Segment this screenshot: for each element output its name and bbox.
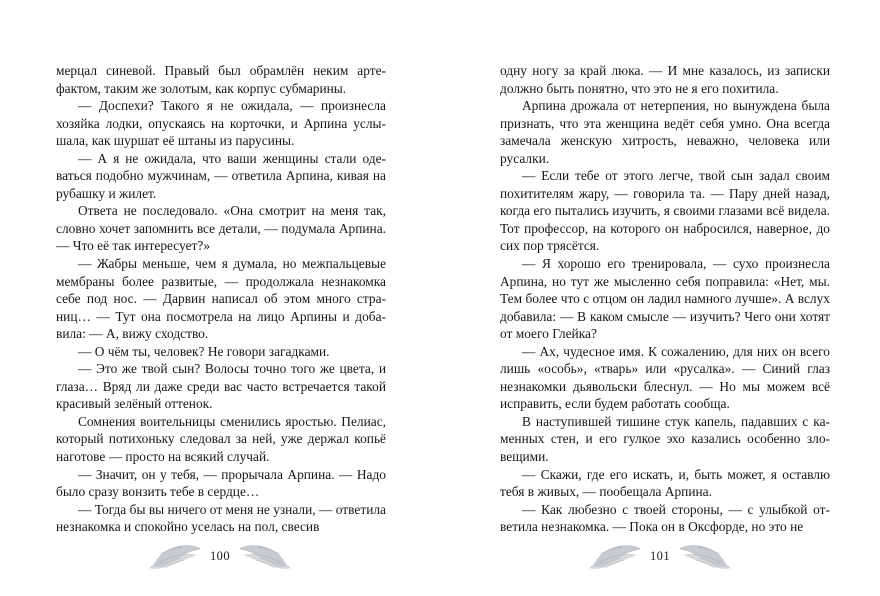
left-page-folio (0, 540, 440, 574)
page-number: 100 (210, 549, 230, 564)
fish-fin-ornament (676, 542, 732, 572)
paragraph: — Жабры меньше, чем я думала, но межпальцевые мембраны более развитые, — продолжала незнакомка себе под нос. — Дарвин написал об этом много страниц… — Тут она посмотрела на лицо Арпины и добавила: — А, вижу сходство. (56, 256, 386, 342)
paragraph: Сомнения воительницы сменились яростью. Пелиас, который потихоньку следовал за ней, уже держал копьё наготове — просто на всякий случай. (56, 413, 386, 465)
paragraph: — О чём ты, человек? Не говори загадками. (78, 343, 330, 359)
paragraph: — Тогда бы вы ничего от меня не узнали, — ответила незнакомка и спокойно уселась на пол, свесив (56, 501, 386, 535)
fish-fin-ornament (588, 542, 644, 572)
paragraph: — Я хорошо его тренировала, — сухо произнесла Арпина, но тут же мысленно себя поправила: «Нет, мы. Тем более что с отцом он ладил намного лучше». А вслух добавила: — В каком смысле — изучить? Чего они хотят от моего Глейка? (500, 256, 830, 342)
right-page-textblock (500, 62, 830, 536)
paragraph: В наступившей тишине стук капель, падавших с каменных стен, и его гулкое эхо казались особенно зловещими. (500, 413, 830, 465)
paragraph: — Скажи, где его искать, и, быть может, я оставлю тебя в живых, — пообещала Арпина. (500, 466, 830, 500)
paragraph: — Ах, чудесное имя. К сожалению, для них он всего лишь «особь», «тварь» или «русалка». — Синий глаз незнакомки дьявольски блеснул. — Но мы можем всё исправить, если будем работать сообща. (500, 343, 830, 412)
paragraph: — Если тебе от этого легче, твой сын задал своим похитителям жару, — говорила та. — Пару дней назад, когда его пытались изучить, я своими глазами всё видела. Тот профессор, на которого он набросился, наверное, до сих пор трясётся. (500, 168, 830, 254)
paragraph: Ответа не последовало. «Она смотрит на меня так, словно хочет запомнить все детали, — подумала Арпина. — Что её так интересует?» (56, 203, 386, 254)
paragraph: — Доспехи? Такого я не ожидала, — произнесла хозяйка лодки, опускаясь на корточки, и Арпина услышала, как шуршат её штаны из парусины. (56, 98, 386, 149)
paragraph: — Это же твой сын? Волосы точно того же цвета, и глаза… Вряд ли даже среди вас часто встречается такой красивый зелёный оттенок. (56, 361, 386, 412)
page-number: 101 (650, 549, 670, 564)
paragraph: Арпина дрожала от нетерпения, но вынуждена была признать, что эта женщина ведёт себя умно. Она всегда замечала женскую хитрость, неважно, человека или русалки. (500, 98, 830, 166)
right-page-folio (440, 540, 880, 574)
paragraph: — Значит, он у тебя, — прорычала Арпина. — Надо было сразу вонзить тебе в сердце… (56, 466, 386, 500)
paragraph: — Как любезно с твоей стороны, — с улыбкой ответила незнакомка. — Пока он в Оксфорде, но это не (500, 501, 830, 535)
paragraph: одну ногу за край люка. — И мне казалось, из записки должно быть понятно, что это не я его похитила. (500, 63, 830, 96)
fish-fin-ornament (236, 542, 292, 572)
paragraph: мерцал синевой. Правый был обрамлён неким артефактом, таким же золотым, как корпус субмарины. (56, 63, 386, 96)
fish-fin-ornament (148, 542, 204, 572)
right-page (440, 0, 880, 596)
left-page-textblock (56, 62, 386, 536)
paragraph: — А я не ожидала, что ваши женщины стали одеваться подобно мужчинам, — ответила Арпина, кивая на рубашку и жилет. (56, 150, 386, 201)
